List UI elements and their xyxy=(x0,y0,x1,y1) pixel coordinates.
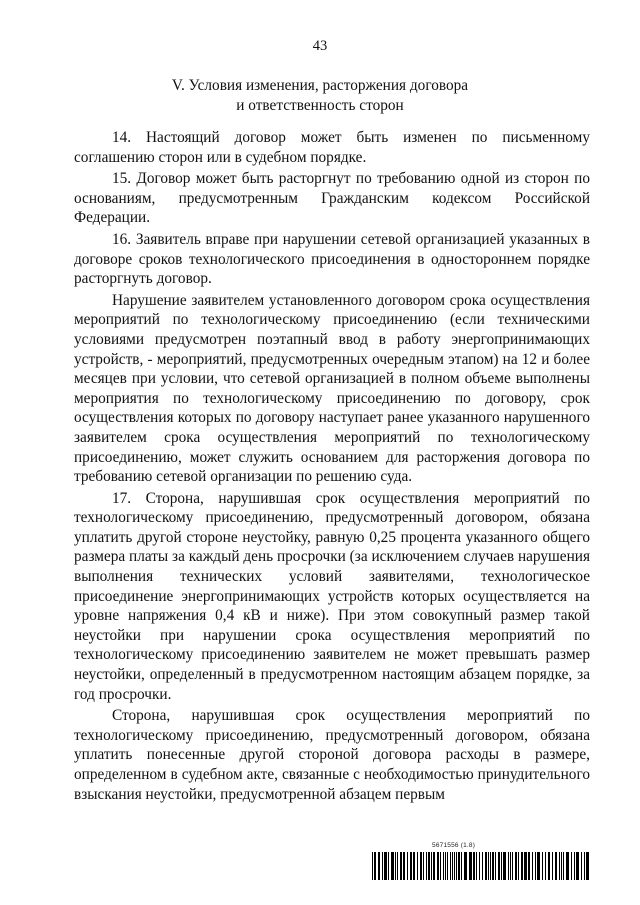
section-title xyxy=(0,76,640,116)
paragraph-clause-14: 14. Настоящий договор может быть изменен по письменному соглашению сторон или в судебном порядке. xyxy=(74,129,590,166)
section-title-line-2: и ответственность сторон xyxy=(236,97,404,114)
barcode xyxy=(372,852,590,880)
paragraph-violation: Нарушение заявителем установленного договором срока осуществления мероприятий по технологическому присоединению (если техническими условиями предусмотрен поэтапный ввод в работу энергопринимающих устройств, - мероприятий, предусмотренных очередным этапом) на 12 и более месяцев при условии, что сетевой организацией в полном объеме выполнены мероприятия по технологическому присоединению по договору, срок осуществления которых по договору наступает ранее указанного нарушенного заявителем срока осуществления мероприятий по технологическому присоединению, может служить основанием для расторжения договора по требованию сетевой организации по решению суда. xyxy=(74,291,590,486)
page-number: 43 xyxy=(312,38,328,54)
paragraph-clause-17: 17. Сторона, нарушившая срок осуществления мероприятий по технологическому присоединению, предусмотренный договором, обязана уплатить другой стороне неустойку, равную 0,25 процента указанного общего размера платы за каждый день просрочки (за исключением случаев нарушения выполнения технических условий заявителями, технологическое присоединение энергопринимающих устройств которых осуществляется на уровне напряжения 0,4 кВ и ниже). При этом совокупный размер такой неустойки при нарушении срока осуществления мероприятий по технологическому присоединению заявителем не может превышать размер неустойки, определенный в предусмотренном настоящим абзацем порядке, за год просрочки. xyxy=(74,489,590,703)
paragraph-clause-16: 16. Заявитель вправе при нарушении сетевой организацией указанных в договоре сроков технологического присоединения в одностороннем порядке расторгнуть договор. xyxy=(74,230,590,288)
body-text xyxy=(74,128,590,806)
section-title-line-1: V. Условия изменения, расторжения договора xyxy=(171,77,469,94)
paragraph-expenses: Сторона, нарушившая срок осуществления мероприятий по технологическому присоединению, предусмотренный договором, обязана уплатить понесенные другой стороной договора расходы в размере, определенном в судебном акте, связанные с необходимостью принудительного взыскания неустойки, предусмотренной абзацем первым xyxy=(74,707,590,803)
paragraph-clause-15: 15. Договор может быть расторгнут по требованию одной из сторон по основаниям, предусмотренным Гражданским кодексом Российской Федерации. xyxy=(74,170,590,227)
barcode-label: 5671556 (1.8) xyxy=(432,842,476,849)
